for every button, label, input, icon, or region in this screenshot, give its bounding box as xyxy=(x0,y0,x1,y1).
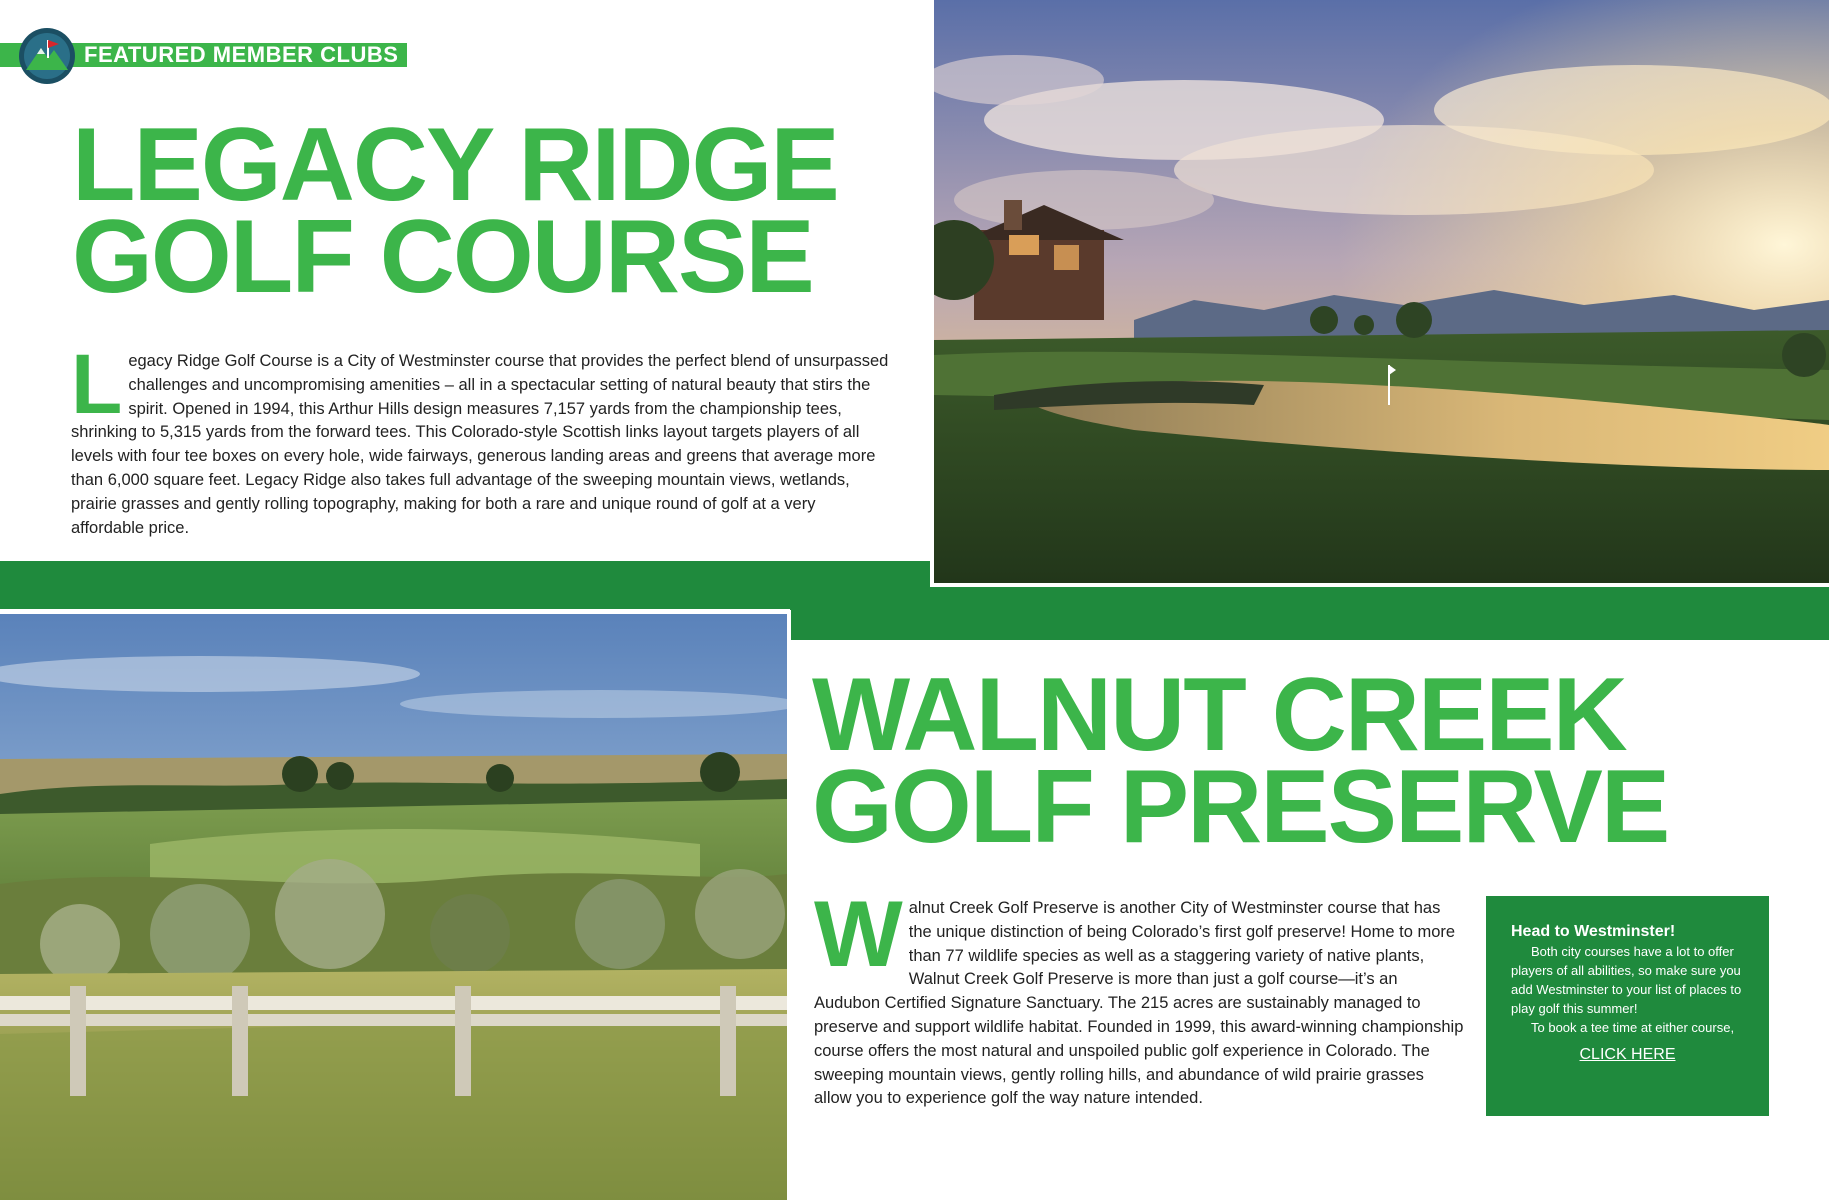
legacy-title-line1: LEGACY RIDGE xyxy=(72,107,838,223)
walnut-dropcap: W xyxy=(814,881,903,986)
mountain-flag-logo-icon xyxy=(17,26,77,86)
sidebar-text: Both city courses have a lot to offer players of all abilities, so make sure you add Westminster to your list of places to play golf this summer! xyxy=(1511,944,1742,1016)
legacy-dropcap: L xyxy=(71,337,123,431)
head-to-westminster-sidebar xyxy=(1486,896,1769,1116)
walnut-creek-title xyxy=(812,657,1669,865)
walnut-body-text: alnut Creek Golf Preserve is another City of Westminster course that has the unique distinction of being Colorado’s first golf preserve! Home to more than 77 wildlife species as well as a staggering variety of native plants, Walnut Creek Golf Preserve is more than just a golf course—it’s an Audubon Certified Signature Sanctuary. The 215 acres are sustainably managed to preserve and support wildlife habitat. Founded in 1999, this award-winning championship course offers the most natural and unspoiled public golf experience in Colorado. The sweeping mountain views, gently rolling hills, and abundance of wild prairie grasses allow you to experience golf the way nature intended. xyxy=(814,899,1464,1108)
walnut-title-line1: WALNUT CREEK xyxy=(812,657,1626,773)
legacy-ridge-body xyxy=(71,337,891,540)
legacy-ridge-photo xyxy=(930,0,1829,587)
sidebar-title: Head to Westminster! xyxy=(1511,923,1676,940)
section-label: FEATURED MEMBER CLUBS xyxy=(84,42,399,67)
legacy-body-text: egacy Ridge Golf Course is a City of Westminster course that provides the perfect blend of unsurpassed challenges and uncompromising amenities – all in a spectacular setting of natural beauty that stirs the spirit. Opened in 1994, this Arthur Hills design measures 7,157 yards from the championship tees, shrinking to 5,315 yards from the forward tees. This Colorado-style Scottish links layout targets players of all levels with four tee boxes on every hole, wide fairways, generous landing areas and greens that average more than 6,000 square feet. Legacy Ridge also takes full advantage of the sweeping mountain views, wetlands, prairie grasses and gently rolling topography, making for both a rare and unique round of golf at a very affordable price. xyxy=(71,352,889,537)
walnut-title-line2: GOLF PRESERVE xyxy=(812,748,1669,865)
legacy-title-line2: GOLF COURSE xyxy=(72,198,813,315)
walnut-creek-body xyxy=(814,881,1464,1111)
green-band-lower xyxy=(790,590,1829,640)
walnut-creek-photo xyxy=(0,610,791,1200)
click-here-link[interactable]: CLICK HERE xyxy=(1579,1046,1676,1063)
sidebar-booking-text: To book a tee time at either course, xyxy=(1531,1020,1735,1035)
legacy-ridge-title xyxy=(72,107,838,315)
